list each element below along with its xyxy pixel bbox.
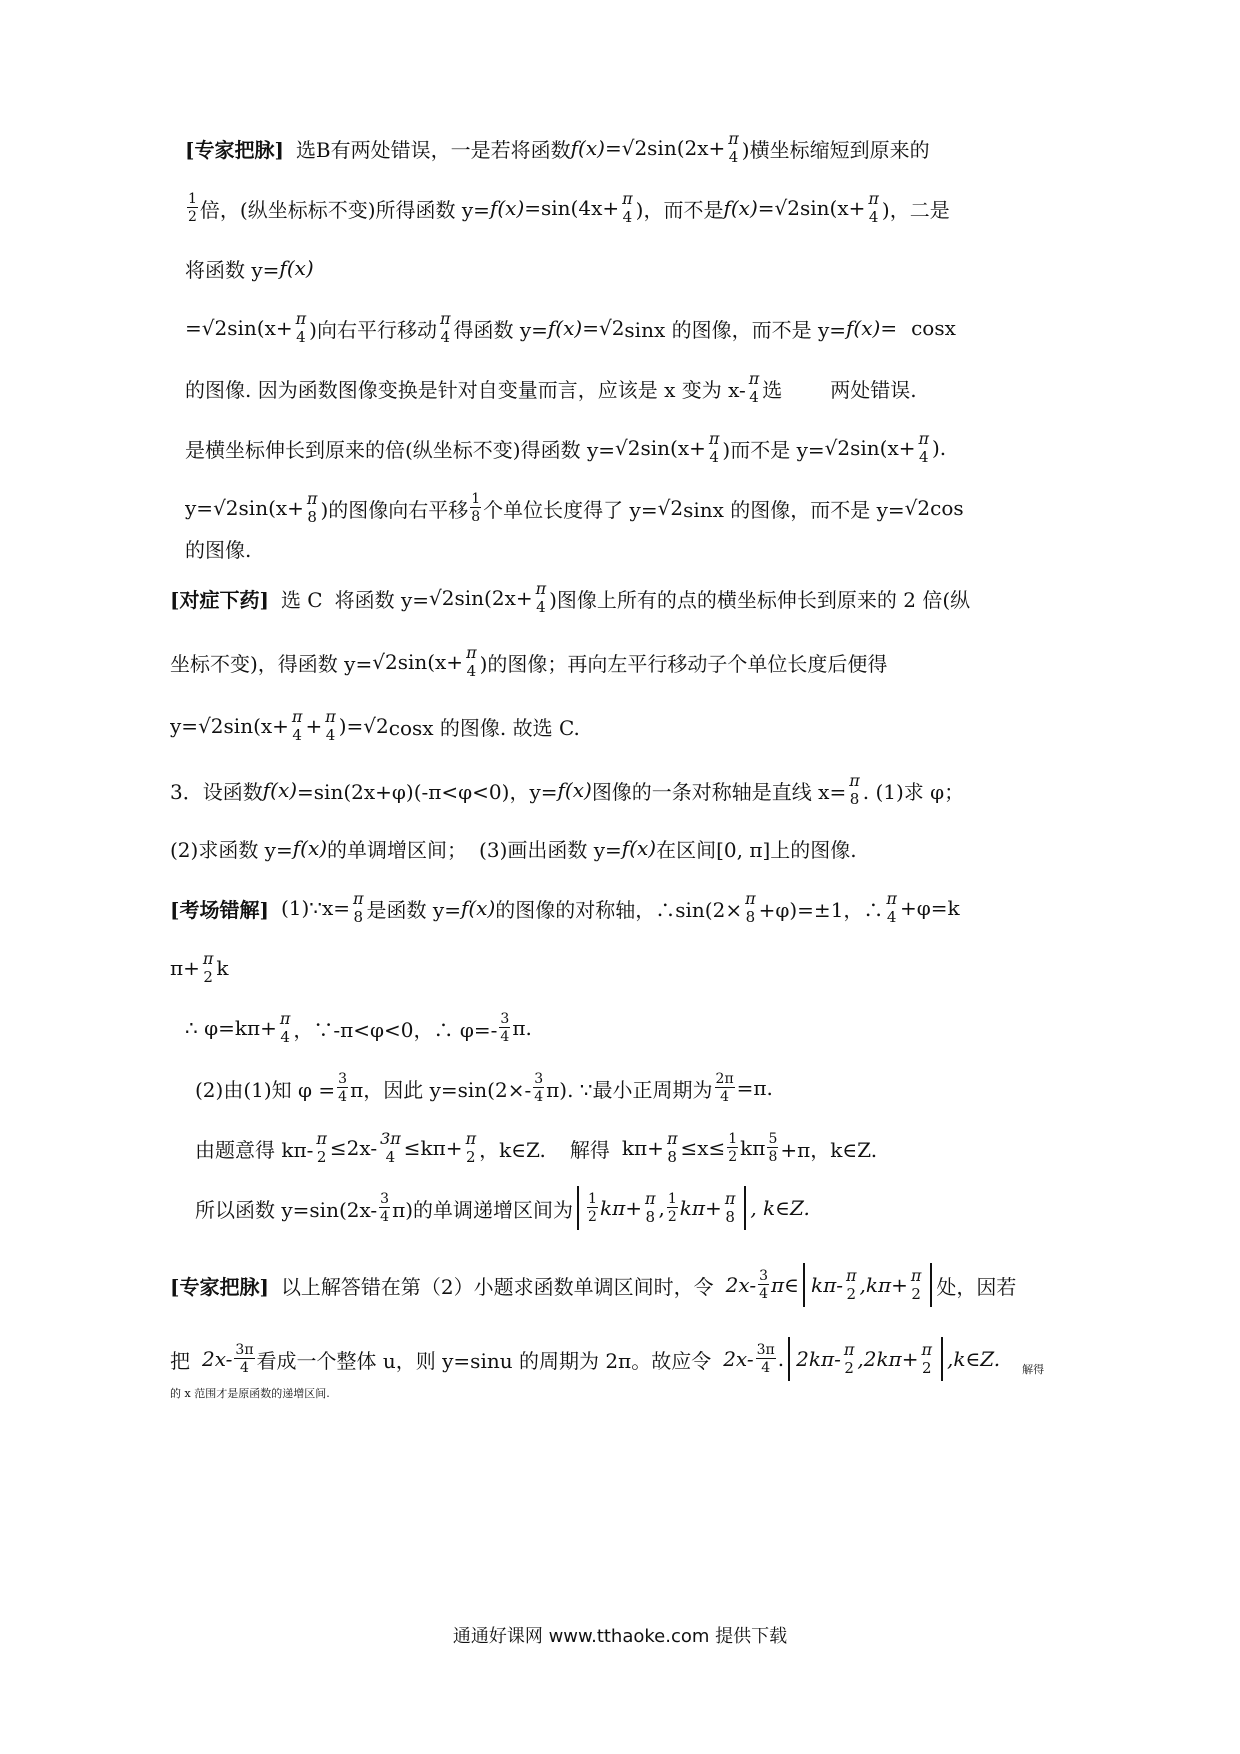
text: ). bbox=[932, 436, 947, 460]
math: f(x) bbox=[547, 316, 583, 340]
p1-line-1 bbox=[185, 118, 1070, 178]
math: 2x- bbox=[723, 1347, 754, 1371]
text: 两处错误. bbox=[830, 377, 917, 402]
text: = bbox=[185, 316, 202, 340]
text: + bbox=[305, 714, 323, 738]
text: 倍，(纵坐标标不变)所得函数 y= bbox=[199, 197, 490, 222]
math: √2 bbox=[213, 496, 239, 520]
math: √2 bbox=[904, 496, 931, 520]
math: √2 bbox=[621, 136, 648, 160]
text: y= bbox=[170, 714, 199, 738]
text: 看成一个整体 u，则 y=sinu 的周期为 2π。故应令 bbox=[256, 1348, 712, 1373]
text: cos bbox=[930, 496, 964, 520]
text: )的图像；再向左平行移动子个单位长度后便得 bbox=[479, 651, 888, 676]
text: y= bbox=[185, 496, 214, 520]
text: 由题意得 kπ- bbox=[195, 1137, 314, 1162]
math: √2 bbox=[363, 714, 389, 738]
math: √2 bbox=[429, 586, 455, 610]
p1-line-2 bbox=[185, 178, 1070, 238]
fraction: 3π 4 bbox=[380, 1129, 401, 1166]
text: =π. bbox=[736, 1076, 773, 1100]
math: f(x) bbox=[557, 778, 592, 802]
fraction: π 2 bbox=[316, 1129, 327, 1166]
text: π). ∵最小正周期为 bbox=[546, 1077, 713, 1102]
text: 是横坐标伸长到原来的倍(纵坐标不变)得函数 y= bbox=[185, 437, 616, 462]
text: 3．设函数 bbox=[170, 779, 263, 804]
section-tag: [专家把脉] bbox=[170, 1274, 269, 1299]
fraction: π 4 bbox=[886, 889, 897, 926]
p4-line-3 bbox=[185, 998, 1070, 1058]
fraction: $\frac{2\pi}{4}$ bbox=[715, 1071, 734, 1105]
math: f(x) bbox=[460, 896, 496, 920]
math: √2 bbox=[372, 650, 398, 674]
fraction: 1 2 bbox=[588, 1191, 597, 1225]
interval-bracket bbox=[803, 1263, 932, 1307]
text: 的 x 范围才是原函数的递增区间. bbox=[170, 1387, 330, 1400]
p5-line-3 bbox=[170, 1378, 1070, 1408]
fraction: $\frac{1}{2}$ bbox=[728, 1131, 738, 1165]
p1-line-6 bbox=[185, 418, 1070, 478]
fraction: π 4 bbox=[622, 189, 633, 226]
fraction: π 8 bbox=[745, 889, 756, 926]
fraction: π 2 bbox=[846, 1266, 857, 1303]
fraction: 5 8 bbox=[768, 1131, 778, 1165]
fraction: π 4 bbox=[291, 707, 303, 744]
p4-line-6 bbox=[195, 1178, 1070, 1238]
p2-line-1 bbox=[170, 568, 1070, 628]
math: ,2kπ+ bbox=[857, 1347, 919, 1371]
page-footer: 通通好课网 www.tthaoke.com 提供下载 bbox=[452, 1626, 788, 1647]
p1-line-4 bbox=[185, 298, 1070, 358]
text: cosx bbox=[911, 316, 956, 340]
fraction: π 2 bbox=[921, 1340, 932, 1377]
p3-line-2 bbox=[170, 818, 1070, 878]
text: (3)画出函数 y= bbox=[479, 837, 622, 862]
text: ∴ φ=kπ+ bbox=[185, 1016, 277, 1040]
math: f(x) bbox=[292, 836, 328, 860]
fraction: 3π 4 bbox=[756, 1342, 775, 1376]
text: 的图像的对称轴，∴sin(2× bbox=[495, 897, 743, 922]
text: )= bbox=[338, 714, 364, 738]
math: f(x) bbox=[621, 836, 657, 860]
text: = bbox=[604, 136, 622, 160]
text: 处，因若 bbox=[936, 1274, 1017, 1299]
fraction: π 2 bbox=[843, 1340, 855, 1377]
text: ≤x≤ bbox=[680, 1136, 726, 1160]
math: 2x- bbox=[725, 1273, 757, 1297]
text: )图像上所有的点的横坐标伸长到原来的 2 倍(纵 bbox=[549, 587, 971, 612]
text: )横坐标缩短到原来的 bbox=[741, 137, 930, 162]
text: 将函数 y= bbox=[334, 587, 430, 612]
fraction: π 2 bbox=[202, 949, 214, 986]
text: 个单位长度得了 y= bbox=[483, 497, 658, 522]
fraction: 3 4 bbox=[380, 1191, 390, 1225]
text: ≤kπ+ bbox=[403, 1136, 463, 1160]
text: 的图像. 因为函数图像变换是针对自变量而言，应该是 x 变为 x- bbox=[185, 377, 746, 402]
text: sin(2x+ bbox=[647, 136, 726, 160]
fraction: π 8 bbox=[645, 1189, 656, 1226]
p4-line-1 bbox=[170, 878, 1070, 938]
text: sin(x+ bbox=[397, 650, 464, 674]
fraction: 3 4 bbox=[534, 1071, 544, 1105]
text: kπ+ bbox=[621, 1136, 664, 1160]
text: sinx 的图像，而不是 y= bbox=[624, 317, 847, 342]
math: π∈ bbox=[771, 1273, 799, 1297]
text: =sin(4x+ bbox=[524, 196, 620, 220]
p4-line-5 bbox=[195, 1118, 1070, 1178]
text: ，k∈Z. bbox=[479, 1137, 546, 1162]
fraction: $\frac{3}{4}$ bbox=[338, 1071, 348, 1105]
text: , bbox=[658, 1196, 665, 1220]
text: =sin(2x+φ)(-π<φ<0)，y= bbox=[297, 779, 558, 804]
fraction: 3 4 bbox=[759, 1268, 769, 1302]
text: 的图像. bbox=[185, 537, 252, 562]
text: 得函数 y= bbox=[453, 317, 548, 342]
text: ，∵-π<φ<0，∴ φ=- bbox=[293, 1017, 498, 1042]
p2-line-3 bbox=[170, 696, 1070, 756]
section-tag: [考场错解] bbox=[170, 897, 269, 922]
math: kπ+ bbox=[599, 1196, 642, 1220]
math: f(x) bbox=[279, 256, 314, 280]
text: 把 bbox=[170, 1348, 190, 1373]
fraction: π 4 bbox=[466, 643, 477, 680]
math: √2 bbox=[201, 316, 228, 340]
p3-line-1 bbox=[170, 760, 1070, 820]
fraction: 1 8 bbox=[471, 491, 481, 525]
text: 所以函数 y=sin(2x- bbox=[195, 1197, 378, 1222]
text: k bbox=[216, 956, 229, 980]
text: )向右平行移动 bbox=[309, 317, 437, 342]
text: kπ bbox=[740, 1136, 766, 1160]
fraction: π 4 bbox=[279, 1009, 291, 1046]
fraction: π 4 bbox=[918, 429, 929, 466]
fraction: π 2 bbox=[910, 1266, 922, 1303]
math: f(x) bbox=[846, 316, 881, 340]
text: sin(x+ bbox=[223, 714, 289, 738]
text: sin(x+ bbox=[850, 436, 916, 460]
math: √2 bbox=[774, 196, 800, 220]
math: √2 bbox=[598, 316, 625, 340]
text: 解得 bbox=[569, 1137, 610, 1162]
math: √2 bbox=[657, 496, 684, 520]
fraction: π 4 bbox=[748, 369, 760, 406]
fraction: π 4 bbox=[439, 309, 451, 346]
text: = bbox=[582, 316, 599, 340]
text: 是函数 y= bbox=[366, 897, 461, 922]
text: +φ)=±1，∴ bbox=[758, 897, 884, 922]
interval-bracket bbox=[788, 1337, 943, 1381]
text: (2)由(1)知 φ = bbox=[195, 1077, 336, 1102]
text: 坐标不变)，得函数 y= bbox=[170, 651, 373, 676]
text: 解得 bbox=[1022, 1363, 1045, 1376]
text: . bbox=[777, 1347, 785, 1371]
text: cosx 的图像. 故选 C. bbox=[388, 715, 580, 740]
fraction: π 8 bbox=[849, 771, 860, 808]
math: 2x- bbox=[202, 1347, 233, 1371]
text: 在区间[0, π]上的图像. bbox=[656, 837, 857, 862]
text: 选B有两处错误，一是若将函数 bbox=[295, 137, 571, 162]
text: )，二是 bbox=[881, 197, 950, 222]
text: sin(2x+ bbox=[454, 586, 533, 610]
text: 以上解答错在第（2）小题求函数单调区间时，令 bbox=[280, 1274, 714, 1299]
text: sinx 的图像，而不是 y= bbox=[683, 497, 905, 522]
math: √2 bbox=[198, 714, 224, 738]
text: = bbox=[757, 196, 775, 220]
text: 图像的一条对称轴是直线 x= bbox=[591, 779, 847, 804]
fraction: π 8 bbox=[306, 489, 318, 526]
text: sin(x+ bbox=[640, 436, 706, 460]
math: ,k∈Z. bbox=[946, 1347, 1001, 1371]
text: π，因此 y=sin(2×- bbox=[350, 1077, 532, 1102]
text: . (1)求 φ； bbox=[862, 779, 965, 804]
fraction: π 4 bbox=[708, 429, 720, 466]
fraction: 1 2 bbox=[667, 1191, 677, 1225]
text: ≤2x- bbox=[329, 1136, 378, 1160]
text: sin(x+ bbox=[799, 196, 866, 220]
math: ,kπ+ bbox=[859, 1273, 908, 1297]
fraction: π 4 bbox=[868, 189, 879, 226]
text: sin(x+ bbox=[227, 316, 293, 340]
math: f(x) bbox=[262, 778, 298, 802]
text: (1)∵x= bbox=[280, 896, 351, 920]
section-tag: [专家把脉] bbox=[185, 137, 284, 162]
text: 选 bbox=[762, 377, 783, 402]
math: f(x) bbox=[723, 196, 758, 220]
fraction: π 2 bbox=[465, 1129, 477, 1166]
math: kπ+ bbox=[679, 1196, 722, 1220]
text: )，而不是 bbox=[635, 197, 724, 222]
fraction: π 4 bbox=[535, 579, 547, 616]
math: √2 bbox=[824, 436, 851, 460]
p2-line-2 bbox=[170, 632, 1070, 692]
math: 2kπ- bbox=[796, 1347, 841, 1371]
text: +φ=k bbox=[899, 896, 960, 920]
fraction: π 4 bbox=[728, 129, 739, 166]
text: 的单调增区间； bbox=[327, 837, 468, 862]
p1-line-5 bbox=[185, 358, 1070, 418]
text: sin(x+ bbox=[238, 496, 304, 520]
fraction: π 4 bbox=[295, 309, 307, 346]
text: +π，k∈Z. bbox=[780, 1137, 878, 1162]
fraction: π 8 bbox=[724, 1189, 736, 1226]
text: = bbox=[880, 316, 898, 340]
fraction: 1 2 bbox=[188, 191, 197, 225]
fraction: π 4 bbox=[325, 707, 336, 744]
text: )的图像向右平移 bbox=[320, 497, 469, 522]
math: f(x) bbox=[570, 136, 605, 160]
interval-bracket bbox=[577, 1186, 746, 1230]
p4-line-4 bbox=[195, 1058, 1070, 1118]
math: √2 bbox=[615, 436, 641, 460]
fraction: π 8 bbox=[353, 889, 364, 926]
math: , k∈Z. bbox=[750, 1196, 810, 1220]
text: (2)求函数 y= bbox=[170, 837, 293, 862]
fraction: 3 4 bbox=[500, 1011, 510, 1045]
p5-line-1 bbox=[170, 1250, 1070, 1320]
math: f(x) bbox=[489, 196, 525, 220]
text: 将函数 y= bbox=[185, 257, 280, 282]
text: π+ bbox=[170, 956, 200, 980]
p1-line-3 bbox=[185, 238, 1070, 298]
fraction: 3π 4 bbox=[235, 1342, 254, 1376]
text: )而不是 y= bbox=[722, 437, 825, 462]
text: 选 C bbox=[280, 587, 323, 612]
section-tag: [对症下药] bbox=[170, 587, 269, 612]
fraction: π 8 bbox=[666, 1129, 678, 1166]
math: kπ- bbox=[810, 1273, 843, 1297]
p4-line-2 bbox=[170, 938, 1070, 998]
text: π)的单调递增区间为 bbox=[392, 1197, 574, 1222]
text: π. bbox=[512, 1016, 532, 1040]
